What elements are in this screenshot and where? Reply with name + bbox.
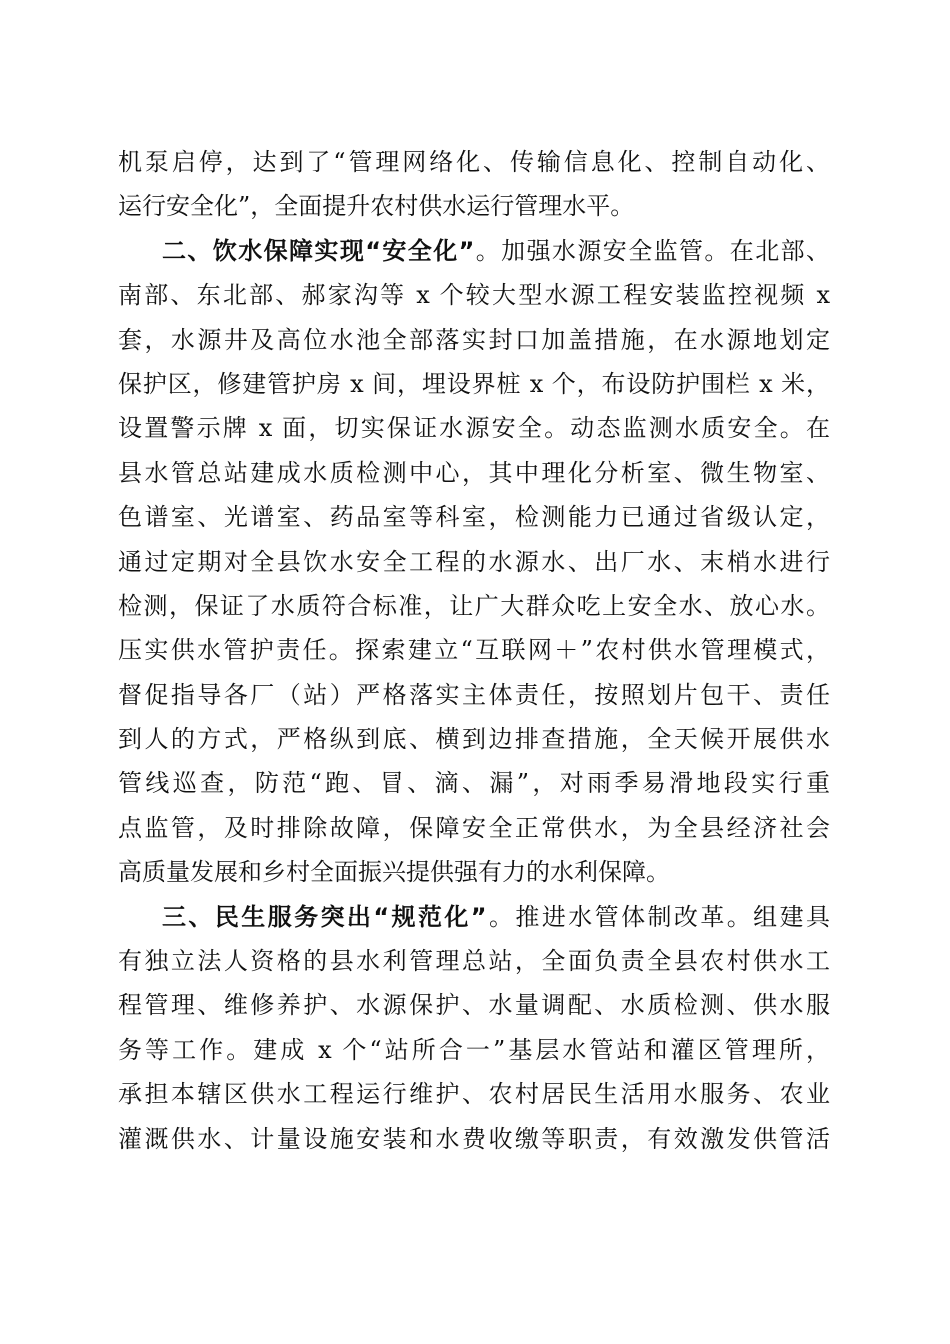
document-body <box>118 140 830 1161</box>
paragraph-2-line-1 <box>118 229 830 273</box>
section-heading-2: 二、饮水保障实现“安全化” <box>162 236 475 265</box>
paragraph-2-line-12: 到人的方式，严格纵到底、横到边排查措施，全天候开展供水 <box>118 725 830 754</box>
paragraph-3 <box>118 895 830 1161</box>
paragraph-3-line-3: 程管理、维修养护、水源保护、水量调配、水质检测、供水服 <box>118 991 830 1020</box>
paragraph-2-line-14: 点监管，及时排除故障，保障安全正常供水，为全县经济社会 <box>118 813 830 842</box>
paragraph-3-line-1-text: 。推进水管体制改革。组建具 <box>486 902 830 931</box>
paragraph-1-line-1: 机泵启停，达到了“管理网络化、传输信息化、控制自动化、 <box>118 148 830 176</box>
paragraph-2-line-15: 高质量发展和乡村全面振兴提供强有力的水利保障。 <box>118 858 670 887</box>
paragraph-2-line-2: 南部、东北部、郝家沟等 x 个较大型水源工程安装监控视频 x <box>118 281 830 310</box>
paragraph-2-line-1-text: 。加强水源安全监管。在北部、 <box>474 236 830 265</box>
paragraph-2-line-13: 管线巡查，防范“跑、冒、滴、漏”，对雨季易滑地段实行重 <box>118 769 830 798</box>
paragraph-3-line-6: 灌溉供水、计量设施安装和水费收缴等职责，有效激发供管活 <box>118 1124 830 1153</box>
paragraph-2 <box>118 229 830 895</box>
paragraph-2-line-8: 通过定期对全县饮水安全工程的水源水、出厂水、末梢水进行 <box>118 547 830 576</box>
paragraph-2-line-4: 保护区，修建管护房 x 间，埋设界桩 x 个，布设防护围栏 x 米， <box>118 369 830 398</box>
paragraph-2-line-6: 县水管总站建成水质检测中心，其中理化分析室、微生物室、 <box>118 458 830 487</box>
paragraph-1 <box>118 140 830 229</box>
paragraph-3-line-2: 有独立法人资格的县水利管理总站，全面负责全县农村供水工 <box>118 947 830 976</box>
paragraph-2-line-3: 套，水源井及高位水池全部落实封口加盖措施，在水源地划定 <box>118 325 830 354</box>
paragraph-2-line-11: 督促指导各厂（站）严格落实主体责任，按照划片包干、责任 <box>118 680 830 709</box>
paragraph-3-line-1 <box>118 895 830 939</box>
paragraph-2-line-7: 色谱室、光谱室、药品室等科室，检测能力已通过省级认定， <box>118 503 830 532</box>
paragraph-3-line-4: 务等工作。建成 x 个“站所合一”基层水管站和灌区管理所， <box>118 1035 830 1064</box>
paragraph-1-line-2: 运行安全化”，全面提升农村供水运行管理水平。 <box>118 192 635 221</box>
paragraph-2-line-10: 压实供水管护责任。探索建立“互联网＋”农村供水管理模式， <box>118 636 830 665</box>
paragraph-3-line-5: 承担本辖区供水工程运行维护、农村居民生活用水服务、农业 <box>118 1080 830 1109</box>
section-heading-3: 三、民生服务突出“规范化” <box>162 902 487 931</box>
paragraph-2-line-9: 检测，保证了水质符合标准，让广大群众吃上安全水、放心水。 <box>118 591 830 620</box>
paragraph-2-line-5: 设置警示牌 x 面，切实保证水源安全。动态监测水质安全。在 <box>118 414 830 443</box>
